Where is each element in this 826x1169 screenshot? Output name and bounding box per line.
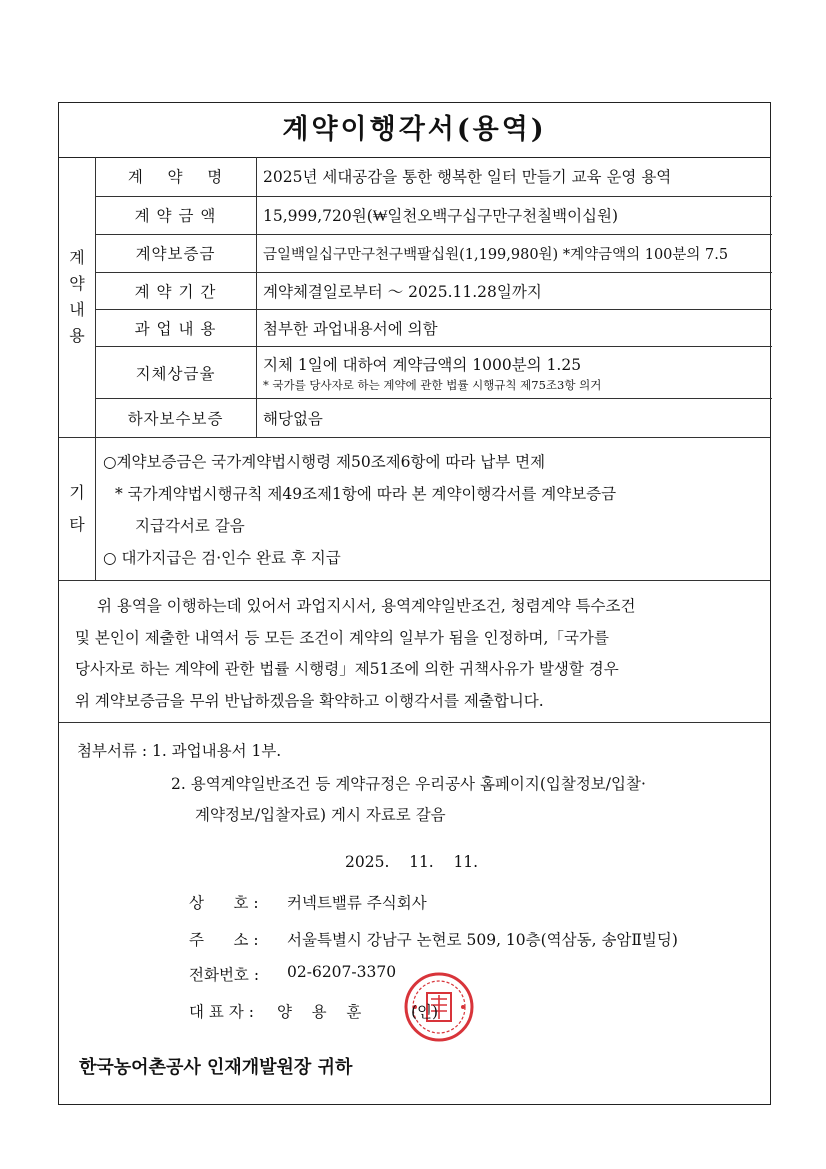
attachments-label: 첨부서류 : 1. 과업내용서 1부.	[77, 742, 282, 760]
pledge-paragraph	[75, 591, 760, 717]
contract-pledge-document	[58, 102, 771, 1105]
address-value: 서울특별시 강남구 논현로 509, 10층(역삼동, 송암Ⅱ빌딩)	[287, 931, 678, 949]
attachment-item-2-line2: 계약정보/입찰자료) 게시 자료로 갈음	[195, 806, 446, 824]
period-value: 계약체결일로부터 ～ 2025.11.28일까지	[257, 272, 773, 309]
recipient-closing: 한국농어촌공사 인재개발원장 귀하	[79, 1057, 353, 1078]
table-row	[95, 234, 772, 272]
etc-line: 지급각서로 갈음	[135, 517, 245, 535]
table-row	[95, 347, 772, 399]
table-row	[95, 310, 772, 347]
warranty-value: 해당없음	[263, 410, 323, 429]
contract-amount-label: 계 약 금 액	[95, 196, 257, 234]
contract-table	[95, 157, 772, 437]
scope-label: 과 업 내 용	[95, 310, 257, 347]
pledge-line: 당사자로 하는 계약에 관한 법률 시행령」제51조에 의한 귀책사유가 발생할 경우	[75, 660, 619, 678]
submission-date: 2025. 11. 11.	[345, 853, 479, 871]
penalty-rate-note: * 국가를 당사자로 하는 계약에 관한 법률 시행규칙 제75조3항 의거	[263, 377, 602, 392]
pledge-section	[59, 581, 770, 723]
representative-label: 대 표 자 :	[189, 1003, 254, 1021]
table-row	[95, 196, 772, 234]
etc-side-label: 기 타	[59, 438, 96, 580]
warranty-label: 하자보수보증	[95, 399, 257, 437]
contract-side-label: 계 약 내 용	[59, 157, 96, 437]
period-label: 계 약 기 간	[95, 272, 257, 309]
phone-value: 02-6207-3370	[287, 963, 397, 981]
pledge-line: 및 본인이 제출한 내역서 등 모든 조건이 계약의 일부가 됨을 인정하며,「국가를	[75, 628, 609, 647]
attachment-item-2-line1: 2. 용역계약일반조건 등 계약규정은 우리공사 홈페이지(입찰정보/입찰·	[171, 775, 646, 793]
deposit-label: 계약보증금	[95, 234, 257, 272]
penalty-rate-value: 지체 1일에 대하여 계약금액의 1000분의 1.25	[263, 355, 582, 374]
etc-section	[59, 438, 770, 581]
penalty-rate-label: 지체상금율	[95, 347, 257, 399]
representative-name: 양 용 훈	[277, 1003, 362, 1021]
company-name: 커넥트밸류 주식회사	[287, 894, 427, 912]
table-row	[95, 157, 772, 196]
contract-details-section	[59, 157, 770, 438]
document-title: 계약이행각서(용역)	[59, 103, 770, 158]
table-row	[95, 399, 772, 437]
seal-mark: (인)	[411, 1003, 439, 1021]
pledge-line: 위 계약보증금을 무위 반납하겠음을 확약하고 이행각서를 제출합니다.	[75, 691, 544, 710]
company-label: 상 호 :	[189, 894, 259, 912]
contract-name-value: 2025년 세대공감을 통한 행복한 일터 만들기 교육 운영 용역	[257, 157, 773, 196]
contract-name-label: 계 약 명	[95, 157, 257, 196]
penalty-rate-cell	[257, 347, 773, 399]
etc-line: ○ 대가지급은 검·인수 완료 후 지급	[103, 549, 341, 567]
phone-label: 전화번호 :	[189, 966, 260, 984]
scope-value: 첨부한 과업내용서에 의함	[257, 310, 773, 347]
table-row	[95, 272, 772, 309]
deposit-value: 금일백일십구만구천구백팔십원(1,199,980원) *계약금액의 100분의 7.5	[257, 234, 773, 272]
etc-line: * 국가계약법시행규칙 제49조제1항에 따라 본 계약이행각서를 계약보증금	[115, 485, 617, 503]
address-label: 주 소 :	[189, 931, 259, 949]
contract-amount-value: 15,999,720원(₩일천오백구십구만구천칠백이십원)	[257, 196, 773, 234]
etc-line: ○계약보증금은 국가계약법시행령 제50조제6항에 따라 납부 면제	[103, 453, 546, 471]
pledge-line: 위 용역을 이행하는데 있어서 과업지시서, 용역계약일반조건, 청렴계약 특수조건	[97, 597, 636, 615]
